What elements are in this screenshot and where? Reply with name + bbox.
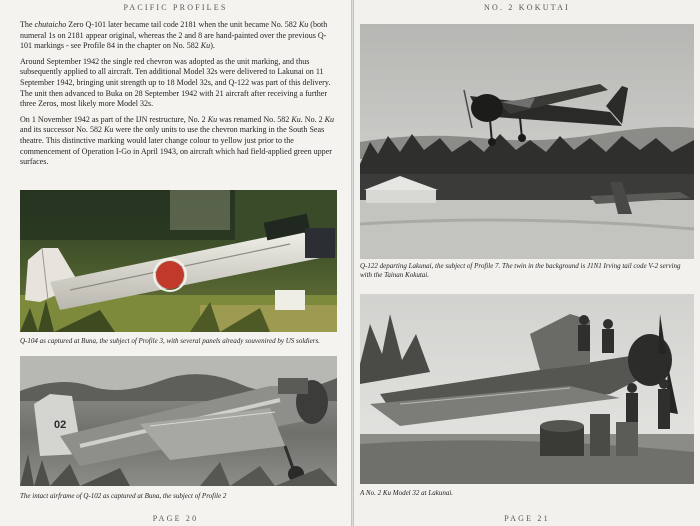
photo-q102 [20, 356, 337, 486]
right-page [354, 0, 700, 526]
paragraph-2 [20, 57, 336, 110]
text-run: The [20, 20, 35, 29]
text-run: ). [210, 41, 215, 51]
italic-term: Ku [291, 114, 301, 124]
text-run: (both numeral 1s on 2181 appear original, whereas the 2 and 8 are hand-painted over the previous Q-101 markings - see Profile 84 in the chapter on No. 582 [20, 20, 328, 51]
running-head-left: PACIFIC PROFILES [123, 3, 228, 12]
photo-q104 [20, 190, 337, 332]
text-run: were the only units to use the chevron marking in the South Seas theatre. This distinctive marking would later change colour to yellow just prior to the commencement of Operation I-Go in April 1943, on aircraft which had field-applied green upper surfaces. [20, 125, 332, 167]
photo-model32 [360, 294, 694, 484]
italic-term: Ku [324, 114, 335, 124]
italic-term: Ku [298, 20, 309, 29]
text-run: and its successor No. 582 [20, 125, 105, 135]
italic-term: Ku [104, 125, 114, 135]
page-number-left: PAGE 20 [152, 514, 199, 523]
photo-q122 [360, 24, 694, 259]
running-head-right: NO. 2 KOKUTAI [484, 3, 570, 12]
photo-q104-caption: Q-104 as captured at Buna, the subject of Profile 3, with several panels already souvenired by US soldiers. [20, 337, 320, 345]
paragraph-1 [20, 20, 336, 52]
body-text [20, 20, 336, 173]
photo-q102-caption: The intact airframe of Q-102 as captured at Buna, the subject of Profile 2 [20, 492, 227, 500]
italic-term: Ku [207, 114, 218, 124]
photo-q122-caption: Q-122 departing Lakunai, the subject of Profile 7. The twin in the background is J1N1 Irving tail code V-2 serving with the Tainan Kokutai. [360, 262, 681, 279]
text-run: Zero Q-101 later became tail code 2181 when the unit became No. 582 [66, 20, 299, 29]
text-run: . No. 2 [300, 114, 325, 124]
paragraph-3 [20, 115, 336, 168]
text-run: On 1 November 1942 as part of the IJN restructure, No. 2 [20, 114, 208, 124]
text-run: Around September 1942 the single red chevron was adopted as the unit marking, and thus subsequently applied to all aircraft. Ten additional Model 32s were delivered to Lakunai on 11 September 1942, bringing unit strength up to 18 Model 32s, and Q-122 was part of this delivery. The unit then advanced to Buka on 28 September 1942 with 21 aircraft after receiving a further three Zeros, most likely more Model 32s. [20, 56, 331, 109]
tail-code: 02 [54, 419, 67, 431]
page-number-right: PAGE 21 [504, 514, 550, 523]
photo-model32-caption: A No. 2 Ku Model 32 at Lakunai. [360, 489, 454, 497]
text-run: was renamed No. 582 [217, 114, 292, 124]
italic-term: chutaicho [34, 20, 67, 29]
italic-term: Ku [200, 41, 211, 51]
